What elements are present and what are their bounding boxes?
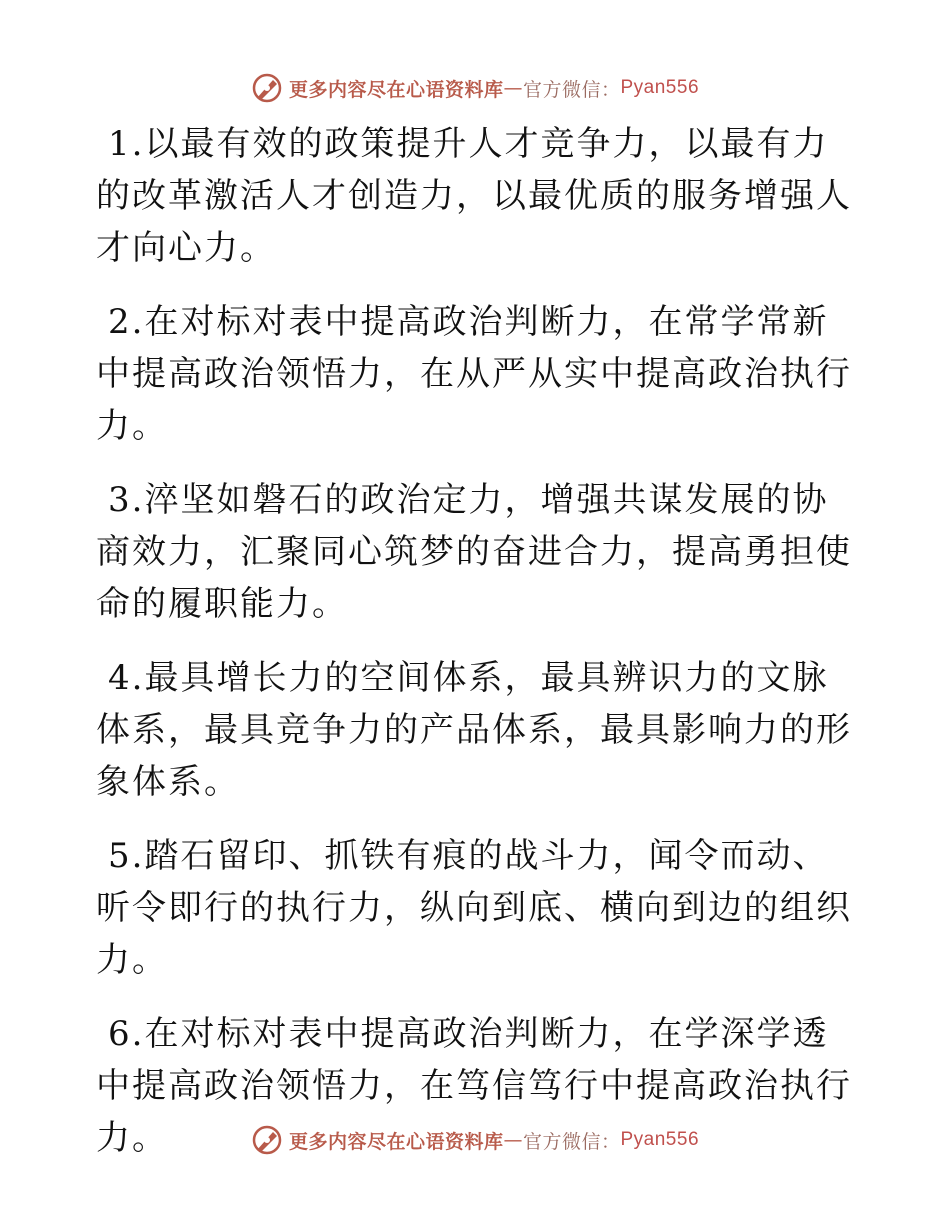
paragraph-3: 3.淬坚如磐石的政治定力，增强共谋发展的协商效力，汇聚同心筑梦的奋进合力，提高勇担使命的履职能力。 xyxy=(96,480,852,624)
watermark-brand: 更多内容尽在心语资料库 xyxy=(288,1130,504,1153)
pen-logo-icon xyxy=(251,72,283,104)
header-watermark xyxy=(0,72,950,104)
watermark-separator: — xyxy=(503,77,523,99)
watermark-wechat-label: 官方微信： xyxy=(522,78,621,101)
watermark-wechat-id: Pyan556 xyxy=(620,1129,700,1150)
paragraph-2: 2.在对标对表中提高政治判断力，在常学常新中提高政治领悟力，在从严从实中提高政治执行力。 xyxy=(96,302,852,446)
paragraph-5: 5.踏石留印、抓铁有痕的战斗力，闻令而动、听令即行的执行力，纵向到底、横向到边的组织力。 xyxy=(96,836,852,980)
watermark-separator: — xyxy=(503,1129,523,1151)
document-body xyxy=(96,118,856,1186)
footer-watermark xyxy=(0,1124,950,1156)
pen-logo-icon xyxy=(251,1124,283,1156)
paragraph-1: 1.以最有效的政策提升人才竞争力，以最有力的改革激活人才创造力，以最优质的服务增强人才向心力。 xyxy=(96,124,852,268)
watermark-brand: 更多内容尽在心语资料库 xyxy=(288,78,504,101)
watermark-wechat-id: Pyan556 xyxy=(620,77,700,98)
watermark-wechat-label: 官方微信： xyxy=(522,1130,621,1153)
paragraph-6: 6.在对标对表中提高政治判断力，在学深学透中提高政治领悟力，在笃信笃行中提高政治执行力。 xyxy=(96,1014,852,1158)
paragraph-4: 4.最具增长力的空间体系，最具辨识力的文脉体系，最具竞争力的产品体系，最具影响力的形象体系。 xyxy=(96,658,852,802)
